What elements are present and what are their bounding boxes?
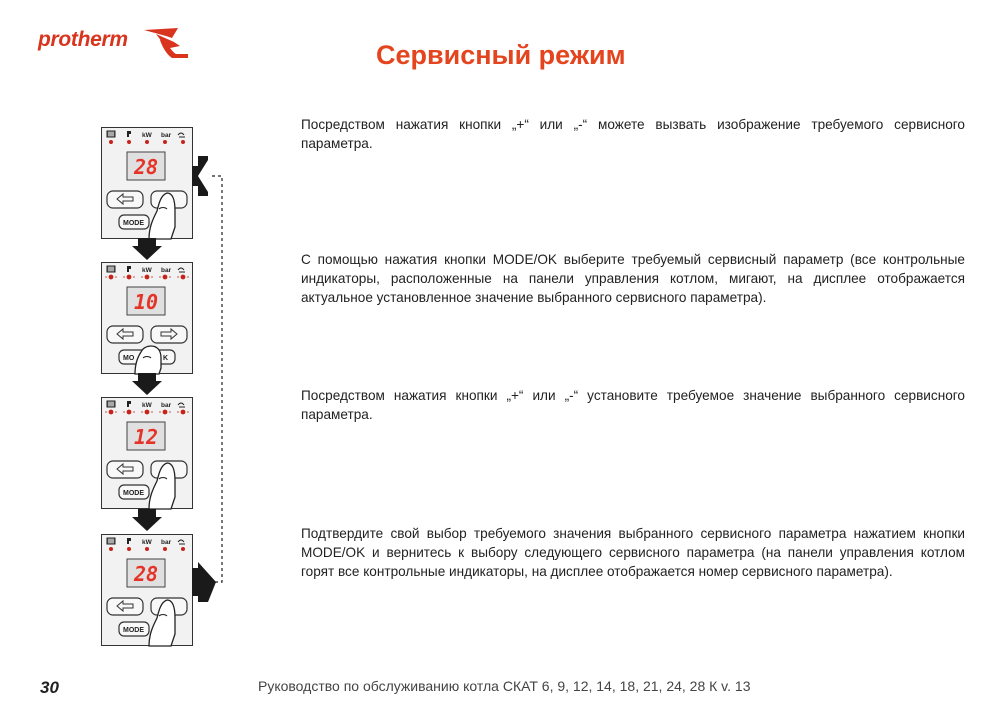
display-value: 10 bbox=[133, 289, 158, 314]
minus-button[interactable] bbox=[107, 598, 143, 615]
indicator-leds bbox=[109, 140, 185, 144]
display-value: 28 bbox=[133, 154, 158, 179]
down-arrow-icon bbox=[132, 238, 162, 260]
control-panel-illustration bbox=[101, 127, 193, 239]
indicator-leds-blinking bbox=[105, 275, 189, 279]
control-panel-step-2 bbox=[101, 262, 193, 374]
indicator-icons bbox=[107, 266, 185, 274]
control-panel-step-1 bbox=[101, 127, 193, 239]
indicator-label-kw: kW bbox=[141, 131, 152, 139]
indicator-label-kw: kW bbox=[141, 401, 152, 409]
indicator-label-kw: kW bbox=[141, 538, 152, 546]
logo-flame-icon bbox=[38, 24, 188, 68]
down-arrow-icon bbox=[132, 373, 162, 395]
footer-text: Руководство по обслуживанию котла СКАТ 6, 9, 12, 14, 18, 21, 24, 28 К v. 13 bbox=[258, 678, 751, 694]
control-panel-illustration bbox=[101, 534, 193, 646]
indicator-icons bbox=[107, 538, 185, 546]
control-panel-step-3 bbox=[101, 397, 193, 509]
indicator-label-bar: bar bbox=[160, 401, 171, 409]
display-value: 28 bbox=[133, 561, 158, 586]
mode-button-label: MODE bbox=[122, 219, 144, 227]
step-2-text: С помощью нажатия кнопки MODE/OK выберите требуемый сервисный параметр (все контрольные индикаторы, расположенные на панели управления котлом, мигают, на дисплее отображается актуальное установленное значение выбранного сервисного параметра). bbox=[301, 252, 965, 305]
protherm-logo bbox=[38, 24, 188, 68]
minus-button[interactable] bbox=[107, 326, 143, 343]
loop-back-arrow-icon bbox=[190, 150, 234, 610]
step-1-text: Посредством нажатия кнопки „+“ или „-“ можете вызвать изображение требуемого сервисного параметра. bbox=[301, 117, 965, 151]
control-panel-step-4 bbox=[101, 534, 193, 646]
step-4-text: Подтвердите свой выбор требуемого значения выбранного сервисного параметра нажатием кнопки MODE/OK и вернитесь к выбору следующего сервисного параметра (на панели управления котлом горят все контрольные индикаторы, на дисплее отображается номер сервисного параметра). bbox=[301, 526, 965, 579]
indicator-label-bar: bar bbox=[160, 266, 171, 274]
mode-button-label: MODE bbox=[122, 489, 144, 497]
logo-wordmark: protherm bbox=[38, 28, 128, 51]
step-3-text: Посредством нажатия кнопки „+“ или „-“ установите требуемое значение выбранного сервисного параметра. bbox=[301, 388, 965, 422]
indicator-label-bar: bar bbox=[160, 131, 171, 139]
down-arrow-icon bbox=[132, 509, 162, 531]
control-panel-illustration bbox=[101, 262, 193, 374]
indicator-label-bar: bar bbox=[160, 538, 171, 546]
display-value: 12 bbox=[133, 424, 158, 449]
indicator-icons bbox=[107, 401, 185, 409]
indicator-leds-blinking bbox=[105, 410, 189, 414]
indicator-label-kw: kW bbox=[141, 266, 152, 274]
plus-button[interactable] bbox=[151, 326, 187, 343]
mode-ok-label-start: MO bbox=[122, 354, 134, 362]
indicator-icons bbox=[107, 131, 185, 139]
control-panel-illustration bbox=[101, 397, 193, 509]
minus-button[interactable] bbox=[107, 191, 143, 208]
page-number: 30 bbox=[40, 678, 59, 697]
indicator-leds bbox=[109, 547, 185, 551]
minus-button[interactable] bbox=[107, 461, 143, 478]
page-title: Сервисный режим bbox=[376, 40, 626, 70]
mode-button-label: MODE bbox=[122, 626, 144, 634]
mode-ok-label-end: K bbox=[162, 354, 168, 362]
